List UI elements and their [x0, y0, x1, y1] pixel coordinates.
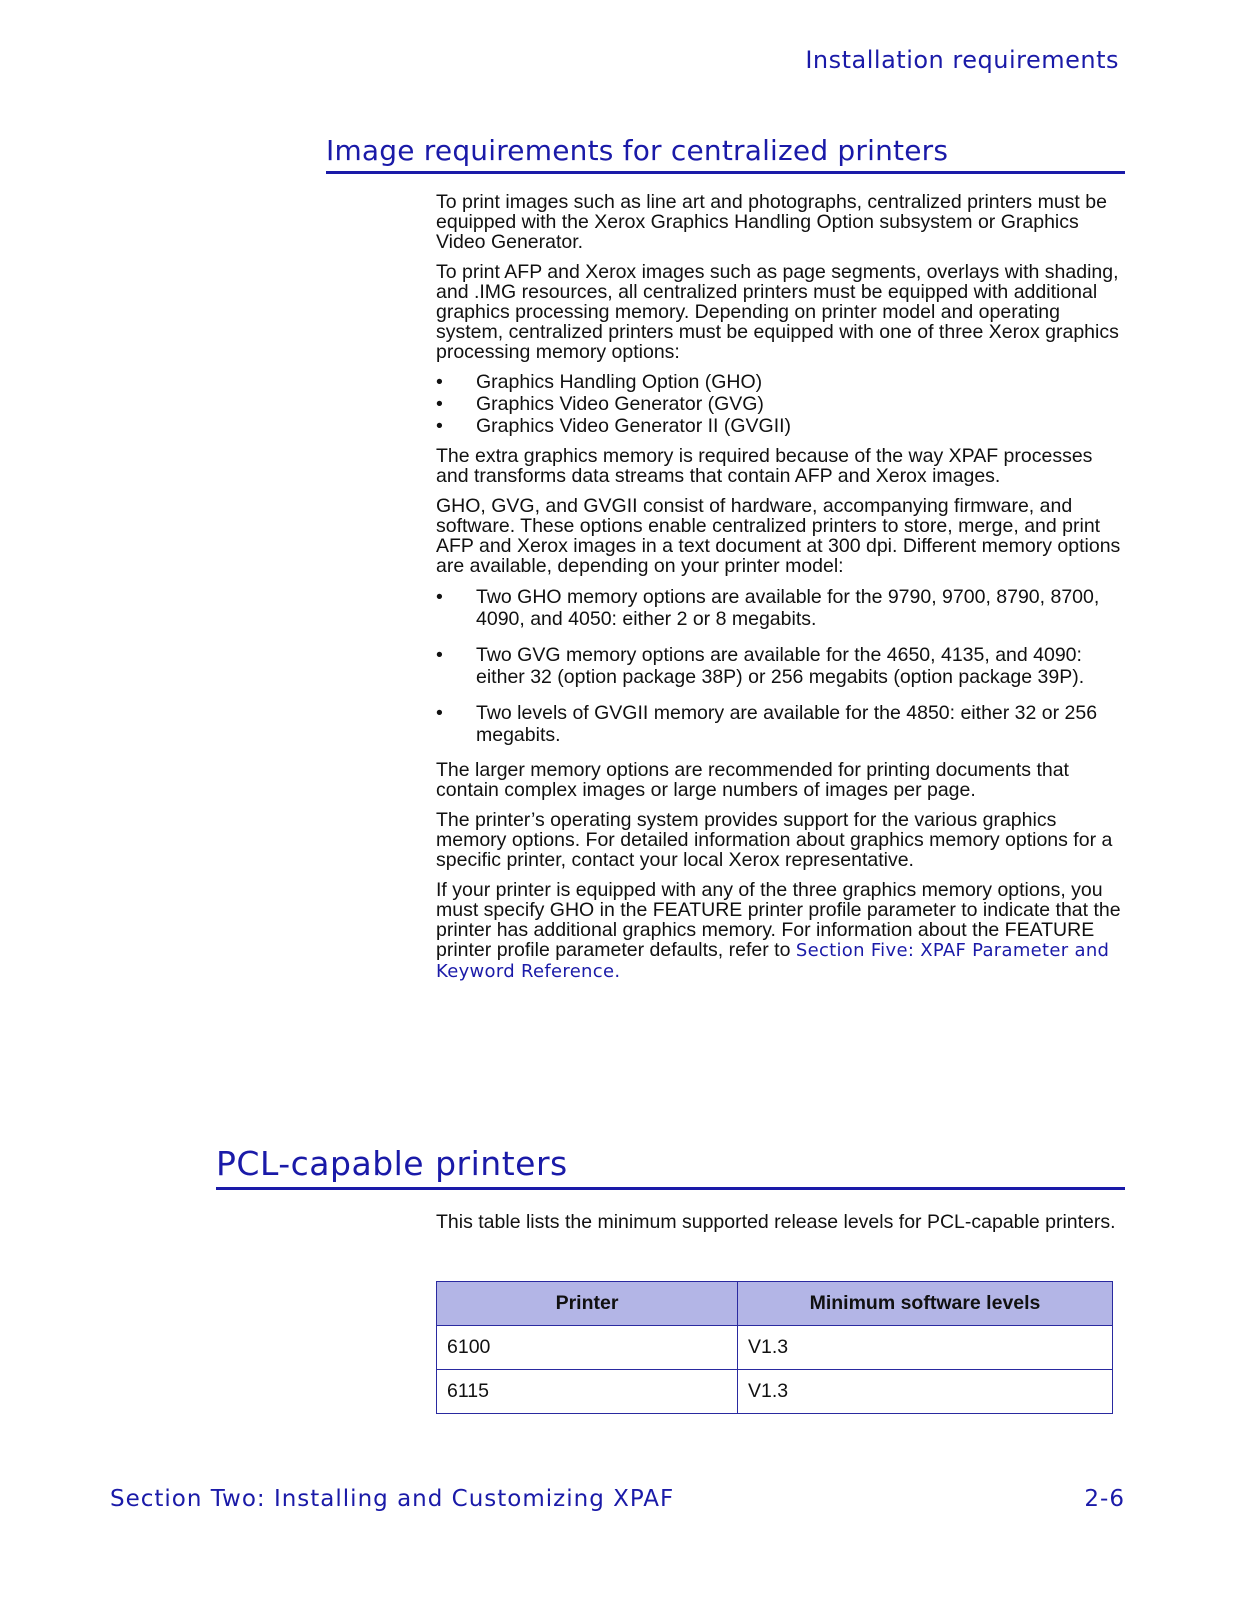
paragraph: The extra graphics memory is required because of the way XPAF processes and transforms data streams that contain AFP and Xerox images. [436, 445, 1093, 487]
bullet-icon: • [436, 393, 443, 415]
footer-section-title: Section Two: Installing and Customizing XPAF [110, 1486, 675, 1512]
list-item: • Graphics Handling Option (GHO) [436, 371, 763, 393]
cross-reference-link[interactable]: Section Five: XPAF Parameter and Keyword Reference. [436, 940, 1110, 982]
list-item: • Two levels of GVGII memory are available for the 4850: either 32 or 256 megabits. [436, 702, 1098, 746]
bullet-icon: • [436, 644, 443, 666]
paragraph: The larger memory options are recommended for printing documents that contain complex images or large numbers of images per page. [436, 759, 1069, 801]
paragraph: If your printer is equipped with any of the three graphics memory options, you must specify GHO in the FEATURE printer profile parameter to indicate that the printer has additional graphics memory. For information about the FEATURE printer profile parameter defaults, refer to Section Five: XPAF Parameter and Keyword Reference. [436, 879, 1121, 982]
table-cell-printer: 6115 [437, 1370, 738, 1414]
list-item: • Graphics Video Generator II (GVGII) [436, 415, 792, 437]
bullet-icon: • [436, 702, 443, 724]
table-header-row [437, 1282, 1113, 1326]
paragraph: GHO, GVG, and GVGII consist of hardware, accompanying firmware, and software. These options enable centralized printers to store, merge, and print AFP and Xerox images in a text document at 300 dpi. Different memory options are available, depending on your printer model: [436, 495, 1121, 577]
table-cell-printer: 6100 [437, 1326, 738, 1370]
table-cell-level: V1.3 [738, 1370, 1113, 1414]
bullet-icon: • [436, 415, 443, 437]
memory-options-list [436, 372, 1124, 436]
memory-availability-list [436, 586, 1124, 746]
list-item: • Two GVG memory options are available for the 4650, 4135, and 4090: either 32 (option package 38P) or 256 megabits (option package 39P). [436, 644, 1085, 688]
running-header: Installation requirements [805, 46, 1119, 74]
paragraph: This table lists the minimum supported release levels for PCL-capable printers. [436, 1211, 1116, 1233]
paragraph: To print images such as line art and photographs, centralized printers must be equipped with the Xerox Graphics Handling Option subsystem or Graphics Video Generator. [436, 191, 1107, 253]
table-row [437, 1326, 1113, 1370]
table-cell-level: V1.3 [738, 1326, 1113, 1370]
pcl-printers-table [436, 1281, 1113, 1414]
table-row [437, 1370, 1113, 1414]
paragraph: The printer’s operating system provides support for the various graphics memory options. For detailed information about graphics memory options for a specific printer, contact your local Xerox representative. [436, 809, 1113, 871]
section-heading-pcl-capable-printers: PCL-capable printers [216, 1144, 1125, 1190]
section1-body [436, 192, 1124, 992]
column-header-software-levels: Minimum software levels [738, 1282, 1113, 1326]
bullet-icon: • [436, 371, 443, 393]
column-header-printer: Printer [437, 1282, 738, 1326]
section-heading-image-requirements: Image requirements for centralized printers [326, 134, 1125, 174]
section2-body [436, 1212, 1124, 1242]
paragraph: To print AFP and Xerox images such as page segments, overlays with shading, and .IMG resources, all centralized printers must be equipped with additional graphics processing memory. Depending on printer model and operating system, centralized printers must be equipped with one of three Xerox graphics processing memory options: [436, 261, 1119, 363]
list-item: • Two GHO memory options are available for the 9790, 9700, 8790, 8700, 4090, and 4050: either 2 or 8 megabits. [436, 586, 1100, 630]
footer-page-number: 2-6 [1084, 1486, 1125, 1512]
bullet-icon: • [436, 586, 443, 608]
list-item: • Graphics Video Generator (GVG) [436, 393, 764, 415]
